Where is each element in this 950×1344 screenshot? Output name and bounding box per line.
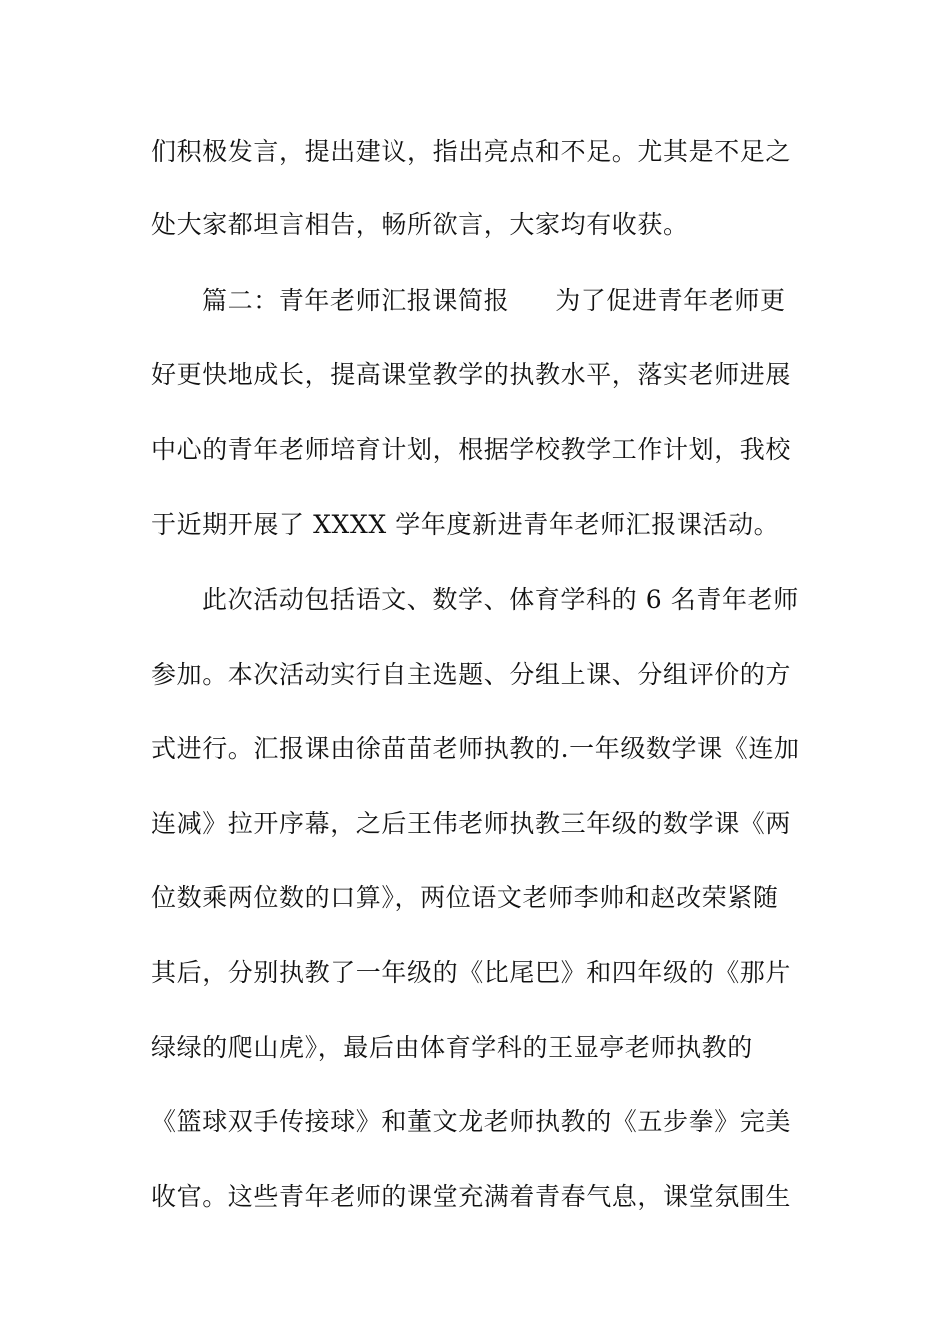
paragraph-line-6: 于近期开展了 XXXX 学年度新进青年老师汇报课活动。 <box>151 510 780 539</box>
paragraph-line-3-start: 为了促进青年老师更 <box>555 286 786 315</box>
paragraph-line-4: 好更快地成长，提高课堂教学的执教水平，落实老师进展 <box>151 360 792 389</box>
paragraph-line-15: 收官。这些青年老师的课堂充满着青春气息，课堂氛围生 <box>151 1182 792 1211</box>
paragraph-line-1: 们积极发言，提出建议，指出亮点和不足。尤其是不足之 <box>151 137 792 166</box>
section-heading: 篇二：青年老师汇报课简报 <box>202 286 510 315</box>
paragraph-line-14: 《篮球双手传接球》和董文龙老师执教的《五步拳》完美 <box>151 1107 792 1136</box>
paragraph-line-2: 处大家都坦言相告，畅所欲言，大家均有收获。 <box>151 210 689 239</box>
paragraph-line-13: 绿绿的爬山虎》，最后由体育学科的王显亭老师执教的 <box>151 1033 753 1062</box>
paragraph-line-11: 位数乘两位数的口算》，两位语文老师李帅和赵改荣紧随 <box>151 883 779 912</box>
paragraph-line-7: 此次活动包括语文、数学、体育学科的 6 名青年老师 <box>202 585 799 614</box>
paragraph-line-10: 连减》拉开序幕，之后王伟老师执教三年级的数学课《两 <box>151 809 792 838</box>
section-heading-line <box>202 281 882 321</box>
paragraph-line-12: 其后，分别执教了一年级的《比尾巴》和四年级的《那片 <box>151 958 792 987</box>
paragraph-line-5: 中心的青年老师培育计划，根据学校教学工作计划，我校 <box>151 435 792 464</box>
paragraph-line-8: 参加。本次活动实行自主选题、分组上课、分组评价的方 <box>151 660 792 689</box>
paragraph-line-9: 式进行。汇报课由徐苗苗老师执教的.一年级数学课《连加 <box>151 734 800 763</box>
